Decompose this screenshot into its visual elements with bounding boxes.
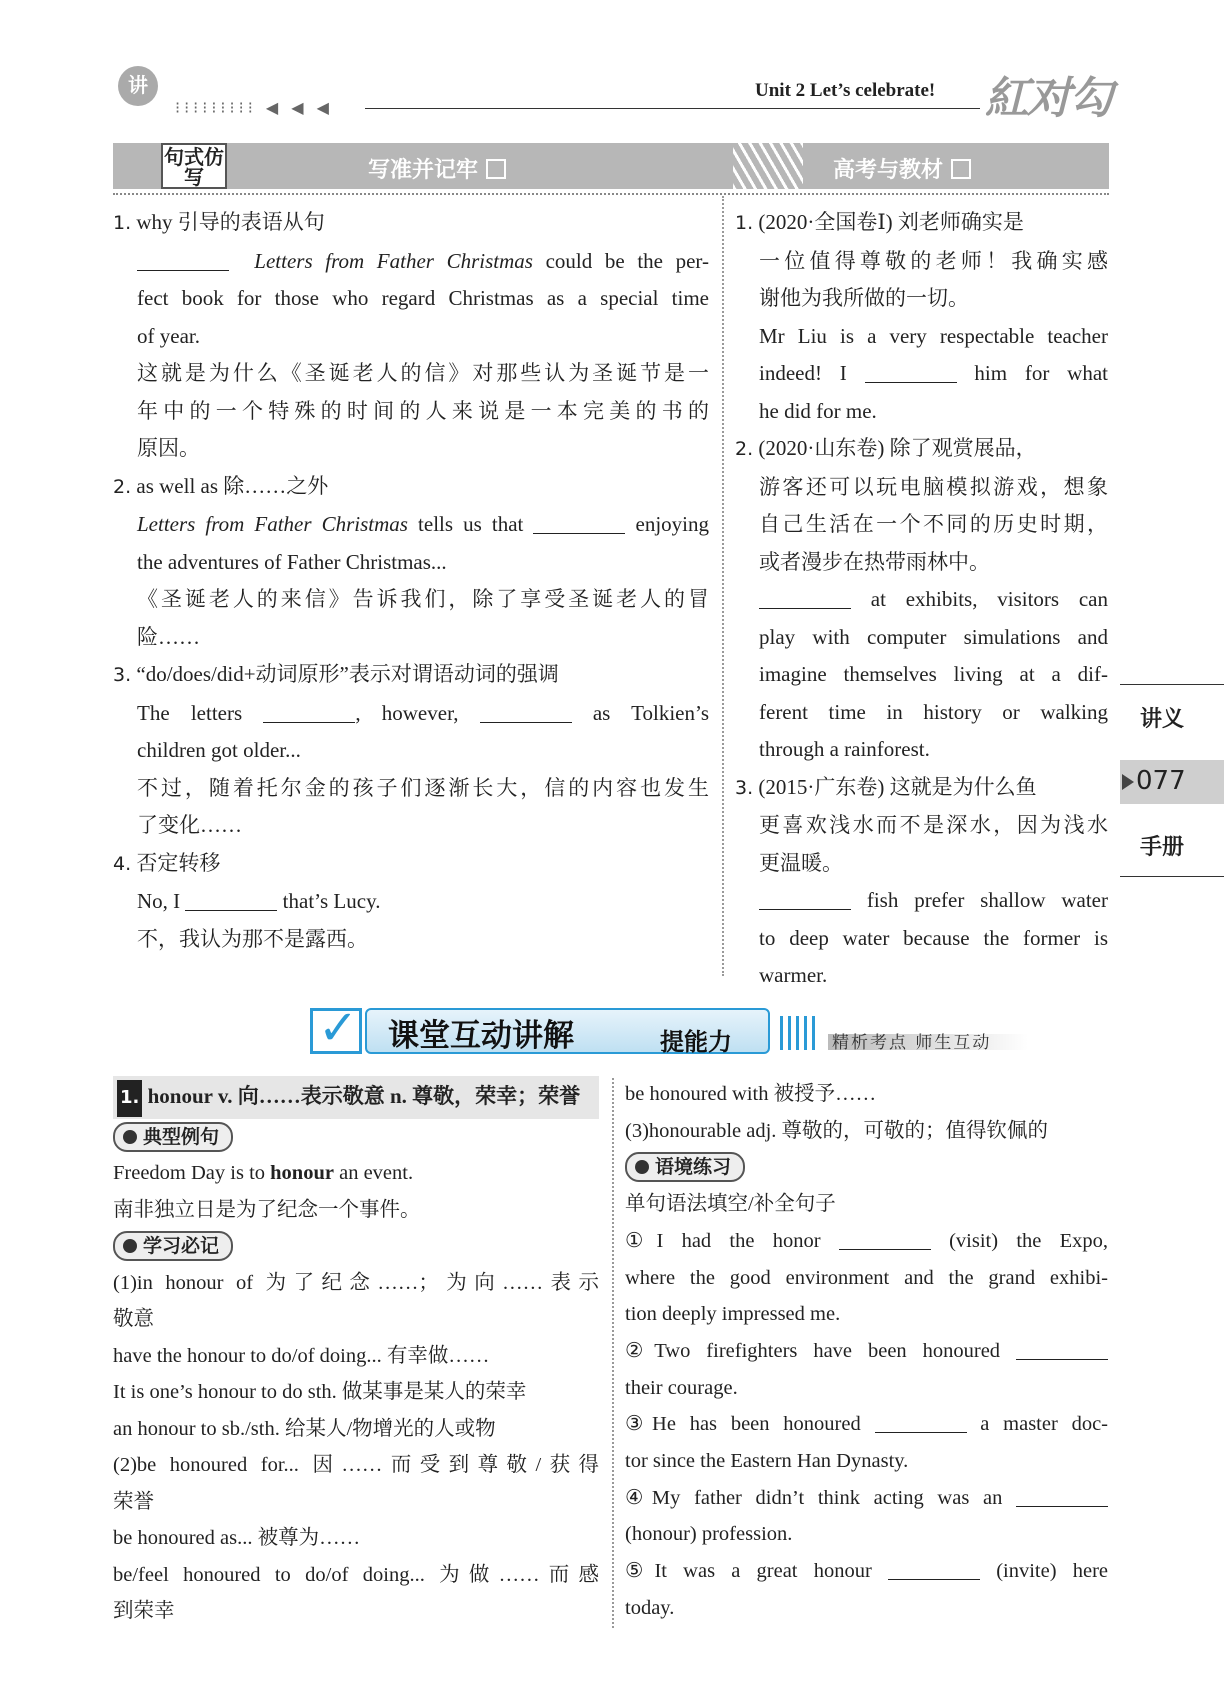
section-banner <box>113 143 1109 189</box>
brand-logo: 紅对勾 <box>985 73 1111 124</box>
dotted-rule <box>113 193 1109 195</box>
banner-right-title: 高考与教材 <box>833 153 971 184</box>
left-column: 1. why 引导的表语从句 Letters from Father Christmas could be the per- fect book for those who regard Christmas as a special time of year. 这就是为什么《圣诞老人的信》对那些认为圣诞节是一 年中的一个特殊的时间的人来说是一本完美的书的 原因。 2. as well as 除……之外 Letters from Father Christmas tells us that enjoying the adventures of Father Christmas... 《圣诞老人的来信》告诉我们，除了享受圣诞老人的冒 险…… 3. “do/does/did+动词原形”表示对谓语动词的强调 The letters , however, as Tolkien’s children got older... 不过，随着托尔金的孩子们逐渐长大，信的内容也发生 了变化…… 4. 否定转移 No, I that’s Lucy. 不，我认为那不是露西。 <box>113 210 710 951</box>
page-number: 077 <box>1120 760 1224 804</box>
header-unit: Unit 2 Let’s celebrate! <box>755 80 936 101</box>
pill-practice: 语境练习 <box>625 1152 745 1182</box>
s2-left-column: 1. honour v. 向……表示敬意 n. 尊敬，荣幸；荣誉 典型例句 Freedom Day is to honour an event. 南非独立日是为了纪念一个事件。 学习必记 (1)in honour of 为了纪念……；为向……表示 敬意 have the honour to do/of doing... 有幸做…… It is one’s honour to do sth. 做某事是某人的荣幸 an honour to sb./sth. 给某人/物增光的人或物 (2)be honoured for... 因……而受到尊敬/获得 荣誉 be honoured as... 被尊为…… be/feel honoured to do/of doing... 为做……而感 到荣幸 <box>113 1076 599 1630</box>
pill-examples: 典型例句 <box>113 1122 233 1152</box>
pill-notes: 学习必记 <box>113 1231 233 1261</box>
check-icon <box>486 159 506 179</box>
banner-left-title: 写准并记牢 <box>368 153 506 184</box>
check-icon <box>635 1160 649 1174</box>
header-logo: 讲 <box>118 66 158 106</box>
header-dots: ⁝⁝⁝⁝⁝⁝⁝⁝⁝ ◀ ◀ ◀ <box>175 98 333 117</box>
header-rule <box>365 108 980 109</box>
check-icon <box>123 1130 137 1144</box>
side-label-bottom: 手册 <box>1140 835 1185 860</box>
s2-right-column: be honoured with 被授予…… (3)honourable adj. 尊敬的，可敬的；值得钦佩的 语境练习 单句语法填空/补全句子 ①I had the honor (visit) the Expo, where the good environment and the grand exhibi- tion deeply impressed me. ②Two firefighters have been honoured their courage. ③He has been honoured a master doc- tor since the Eastern Han Dynasty. ④My father didn’t think acting was an (honour) profession. ⑤It was a great honour (invite) here today. <box>625 1083 1109 1619</box>
column-divider <box>722 196 724 976</box>
side-rule-top <box>1120 684 1224 685</box>
banner-tag: 句式仿写 <box>161 143 227 189</box>
section2-stripes <box>780 1016 818 1050</box>
right-column: 1. (2020·全国卷Ⅰ) 刘老师确实是 一位值得尊敬的老师！我确实感 谢他为我所做的一切。 Mr Liu is a very respectable teacher indeed! I him for what he did for me. 2. (2020·山东卷) 除了观赏展品， 游客还可以玩电脑模拟游戏，想象 自己生活在一个不同的历史时期， 或者漫步在热带雨林中。 at exhibits, visitors can play with computer simulations and imagine themselves living at a dif- ferent time in history or walking through a rainforest. 3. (2015·广东卷) 这就是为什么鱼 更喜欢浅水而不是深水，因为浅水 更温暖。 fish prefer shallow water to deep water because the former is warmer. <box>735 210 1109 987</box>
check-icon <box>123 1239 137 1253</box>
section2-small: 精析考点 师生互动 <box>832 1033 992 1053</box>
check-icon <box>951 159 971 179</box>
section2-title: 课堂互动讲解 <box>388 1018 574 1054</box>
check-icon: ✓ <box>318 1000 359 1056</box>
heading-bar: 1. honour v. 向……表示敬意 n. 尊敬，荣幸；荣誉 <box>113 1076 599 1119</box>
banner-divider <box>733 143 803 189</box>
column-divider-2 <box>612 1078 614 1628</box>
triangle-icon <box>1122 774 1134 790</box>
side-label-top: 讲义 <box>1140 707 1185 732</box>
side-rule-bottom <box>1120 876 1224 877</box>
section2-sub: 提能力 <box>660 1028 732 1056</box>
